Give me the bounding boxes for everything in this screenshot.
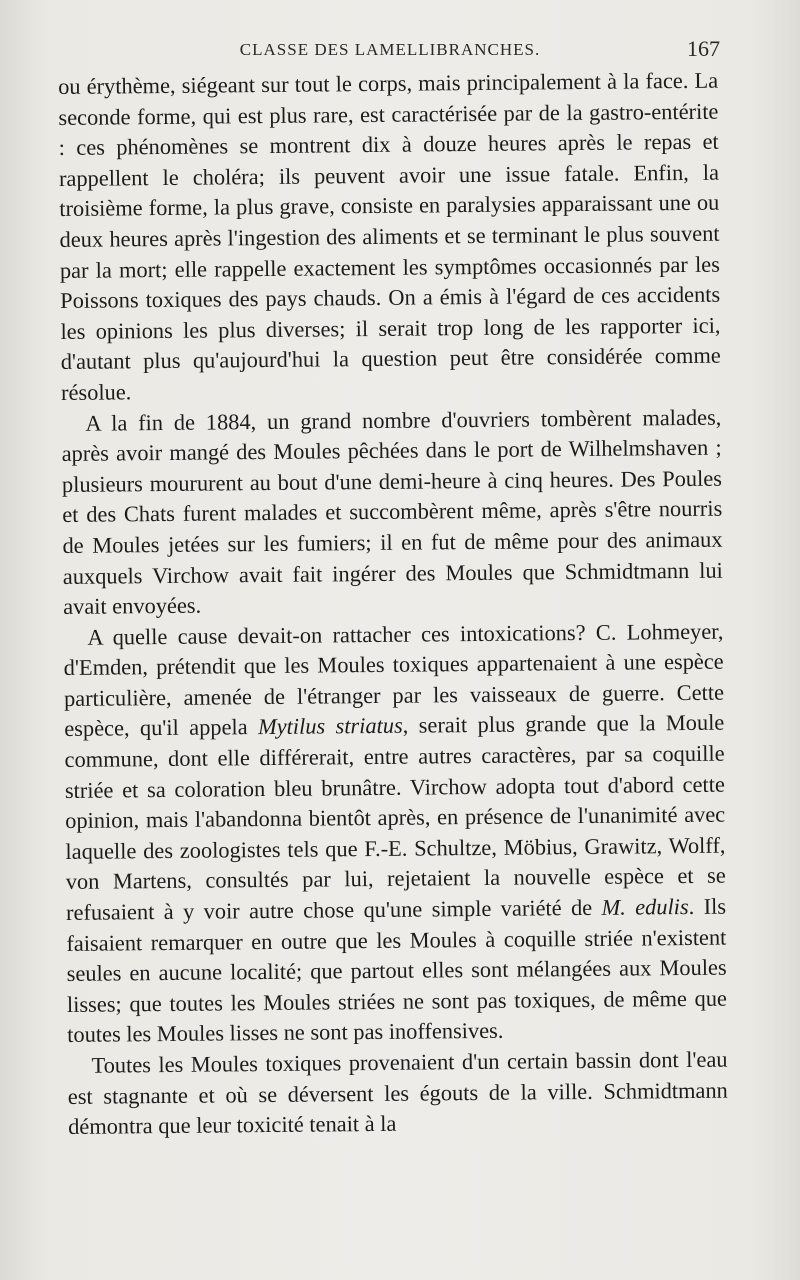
paragraph-3-text-c: . Ils faisaient remarquer en outre que les Moules à coquille striée n'existent seules en aucune localité; que partout elles sont mélangées aux Moules lisses; que toutes les Moules striées ne sont pas toxiques, de même que toutes les Moules lisses ne sont pas inoffensives. — [66, 893, 728, 1048]
paragraph-4: Toutes les Moules toxiques provenaient d'un certain bassin dont l'eau est stagnante et où se déversent les égouts de la ville. Schmidtmann démontra que leur toxicité tenait à la — [67, 1046, 728, 1140]
paragraph-3-text-b: , serait plus grande que la Moule commune, dont elle différerait, entre autres caractères, par sa coquille striée et sa coloration bleu brunâtre. Virchow adopta tout d'abord cette opinion, mais l'abandonna bientôt après, en présence de l'unanimité avec laquelle des zoologistes tels que F.-E. Schultze, Möbius, Grawitz, Wolff, von Martens, consultés par lui, rejetaient la nouvelle espèce et se refusaient à y voir autre chose qu'une simple variété de — [64, 710, 726, 925]
running-title: CLASSE DES LAMELLIBRANCHES. — [239, 40, 541, 59]
page-number: 167 — [687, 36, 720, 61]
species-name-mytilus-striatus: Mytilus striatus — [257, 713, 403, 740]
running-head — [60, 34, 720, 66]
paragraph-3 — [63, 616, 727, 1051]
paragraph-3-text-a: A quelle cause devait-on rattacher ces intoxications? C. Lohmeyer, d'Emden, prétendit que les Moules toxiques appartenaient à une espèce particulière, amenée de l'étranger par les vaisseaux de guerre. Cette espèce, qu'il appela — [63, 618, 725, 742]
body-text — [58, 66, 728, 1143]
paragraph-1: ou érythème, siégeant sur tout le corps, mais principalement à la face. La seconde forme, qui est plus rare, est caractérisée par de la gastro-entérite : ces phénomènes se montrent dix à douze heures après le repas et rappellent le choléra; ils peuvent avoir une issue fatale. Enfin, la troisième forme, la plus grave, consiste en paralysies apparaissant une ou deux heures après l'ingestion des aliments et se terminant le plus souvent par la mort; elle rappelle exactement les symptômes occasionnés par les Poissons toxiques des pays chauds. On a émis à l'égard de ces accidents les opinions les plus diverses; il serait trop long de les rapporter ici, d'autant plus qu'aujourd'hui la question peut être considérée comme résolue. — [58, 67, 721, 405]
species-name-m-edulis: M. edulis — [601, 894, 689, 920]
paragraph-2: A la fin de 1884, un grand nombre d'ouvriers tombèrent malades, après avoir mangé des Moules pêchées dans le port de Wilhelmshaven ; plusieurs moururent au bout d'une demi-heure à cinq heures. Des Poules et des Chats furent malades et succombèrent même, après s'être nourris de Moules jetées sur les fumiers; il en fut de même pour des animaux auxquels Virchow avait fait ingérer des Moules que Schmidtmann lui avait envoyées. — [61, 404, 723, 620]
